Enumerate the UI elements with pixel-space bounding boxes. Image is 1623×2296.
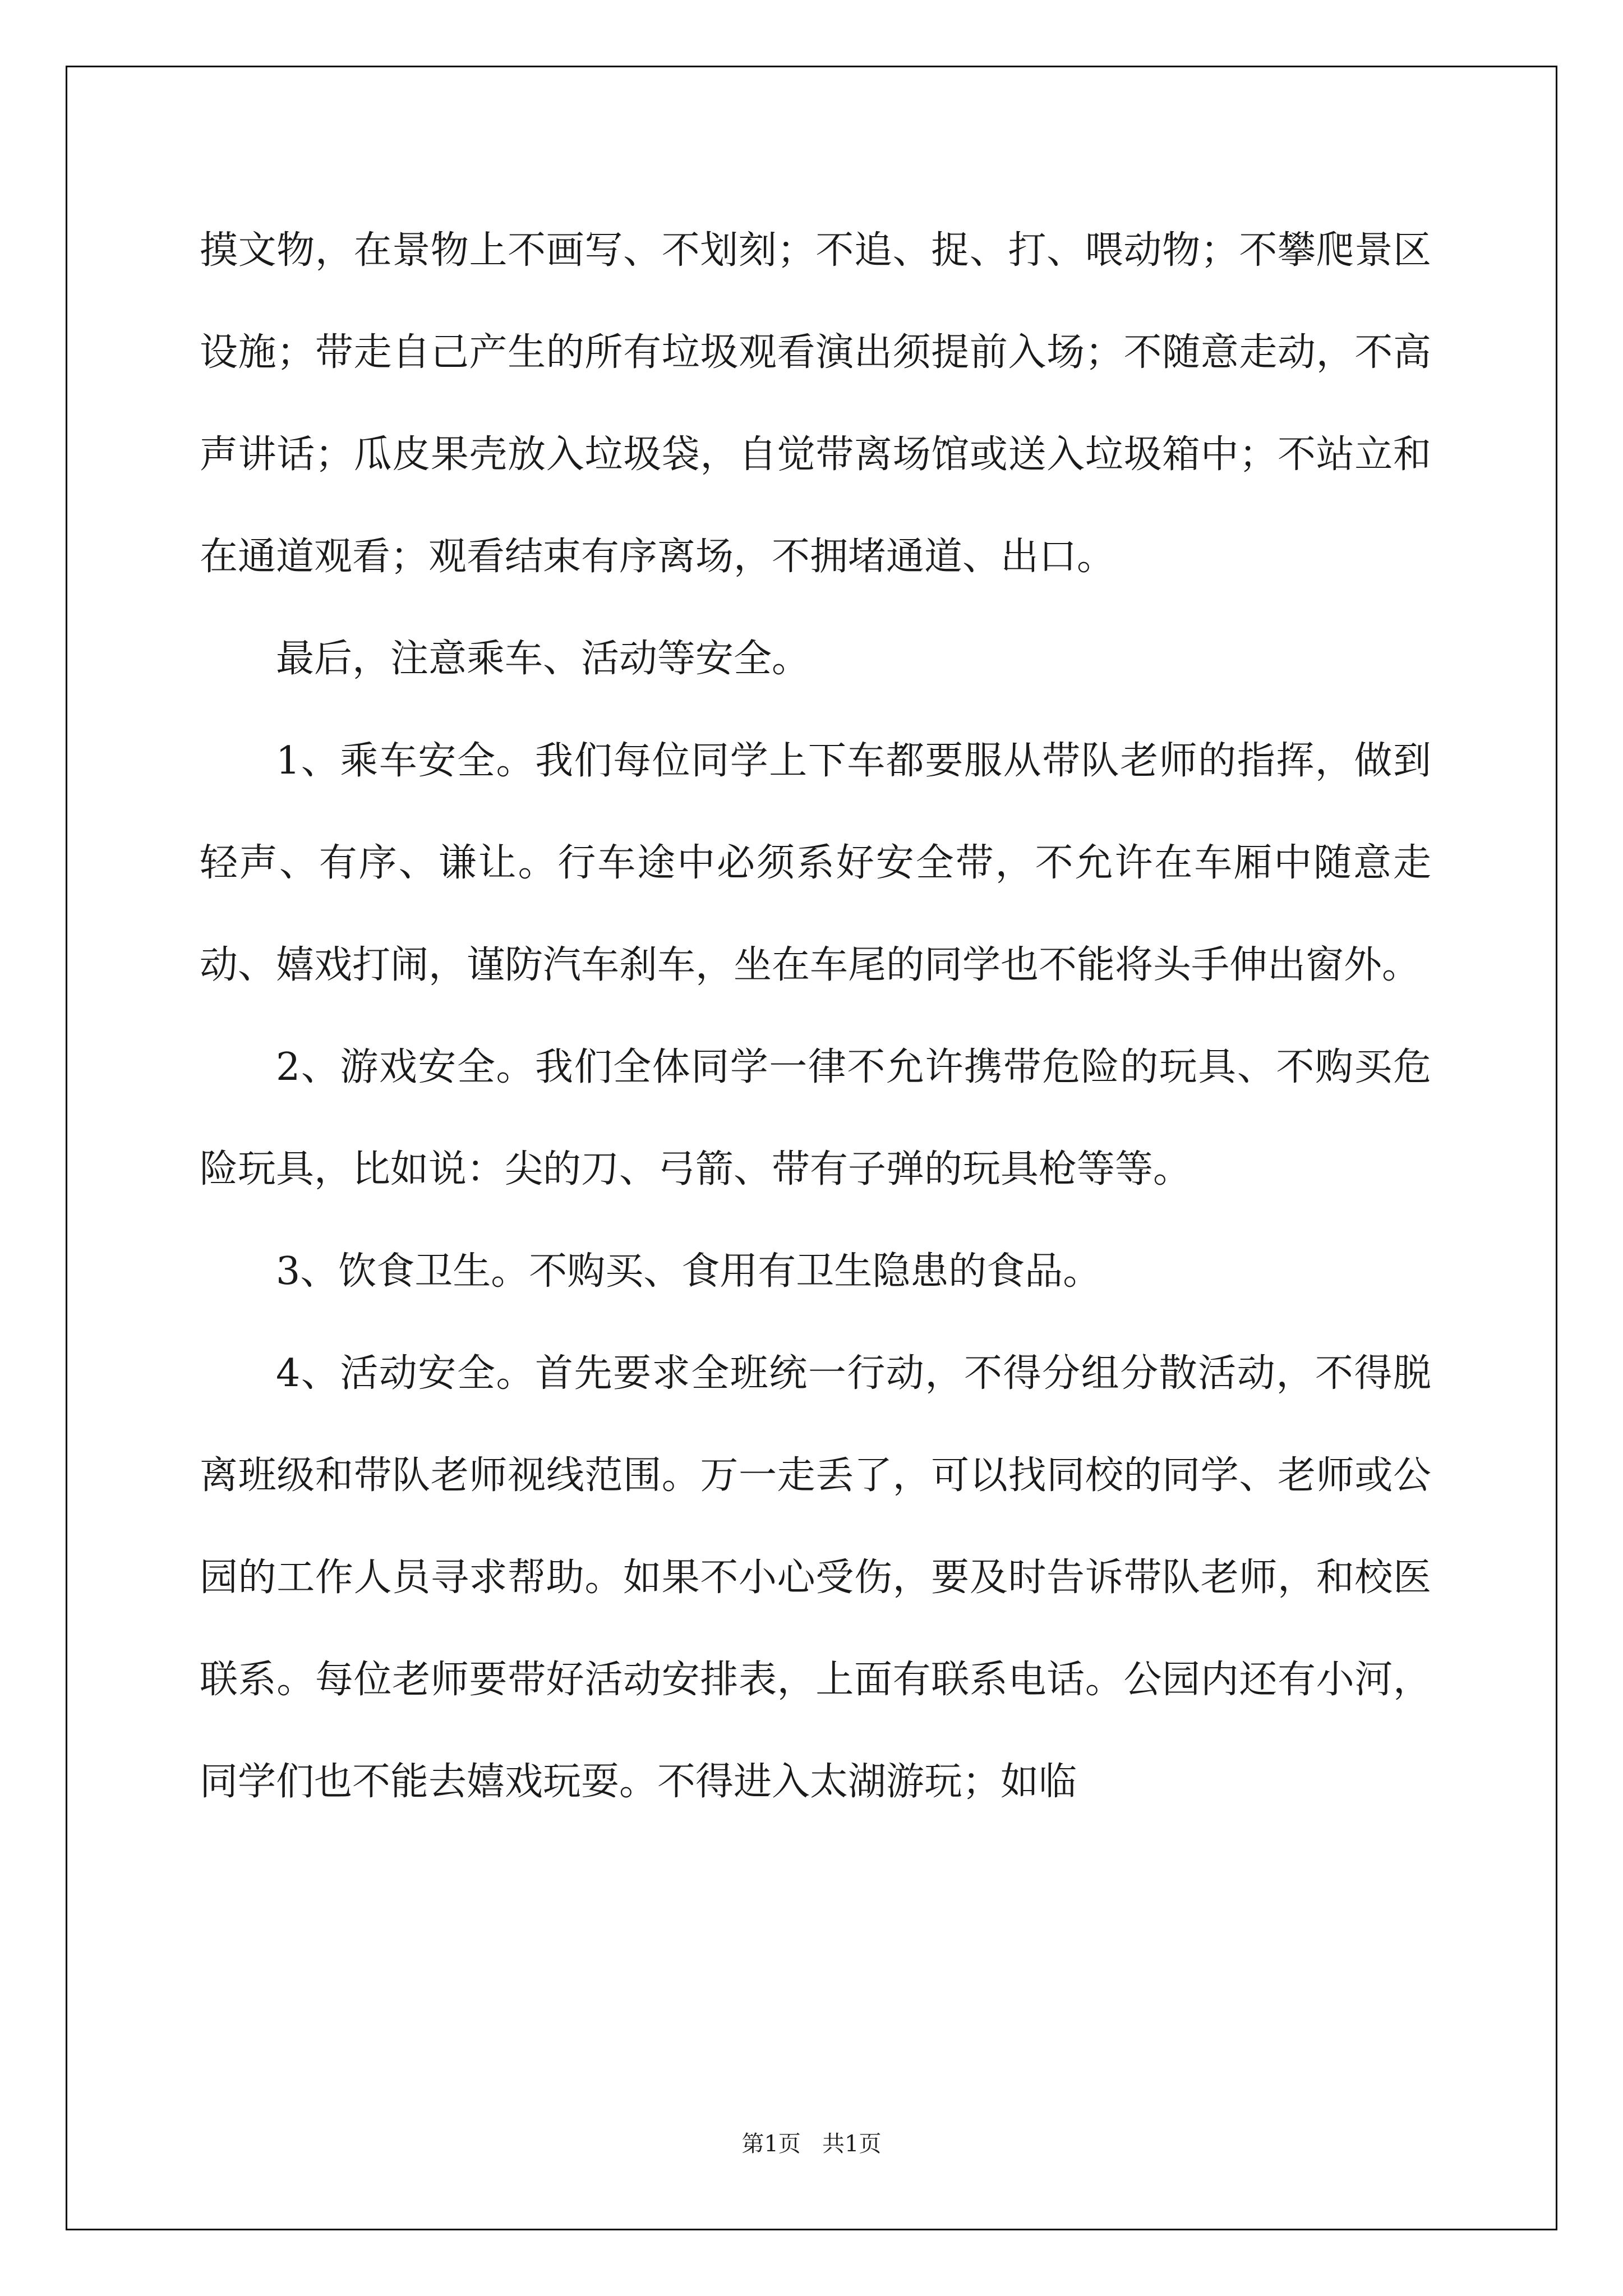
document-body	[200, 200, 1431, 1833]
page-footer: 第1页 共1页	[741, 2131, 882, 2157]
paragraph-1: 摸文物，在景物上不画写、不划刻；不追、捉、打、喂动物；不攀爬景区设施；带走自己产生的所有垃圾观看演出须提前入场；不随意走动，不高声讲话；瓜皮果壳放入垃圾袋，自觉带离场馆或送入垃圾箱中；不站立和在通道观看；观看结束有序离场，不拥堵通道、出口。	[200, 228, 1431, 579]
paragraph-4: 2、游戏安全。我们全体同学一律不允许携带危险的玩具、不购买危险玩具，比如说：尖的刀、弓箭、带有子弹的玩具枪等等。	[200, 1045, 1431, 1191]
paragraph-5: 3、饮食卫生。不购买、食用有卫生隐患的食品。	[276, 1249, 1101, 1294]
paragraph-2: 最后，注意乘车、活动等安全。	[276, 637, 810, 681]
paragraph-3: 1、乘车安全。我们每位同学上下车都要服从带队老师的指挥，做到轻声、有序、谦让。行车途中必须系好安全带，不允许在车厢中随意走动、嬉戏打闹，谨防汽车刹车，坐在车尾的同学也不能将头手伸出窗外。	[200, 739, 1431, 987]
paragraph-6: 4、活动安全。首先要求全班统一行动，不得分组分散活动，不得脱离班级和带队老师视线范围。万一走丢了，可以找同校的同学、老师或公园的工作人员寻求帮助。如果不小心受伤，要及时告诉带队老师，和校医联系。每位老师要带好活动安排表，上面有联系电话。公园内还有小河，同学们也不能去嬉戏玩耍。不得进入太湖游玩；如临	[200, 1351, 1431, 1804]
